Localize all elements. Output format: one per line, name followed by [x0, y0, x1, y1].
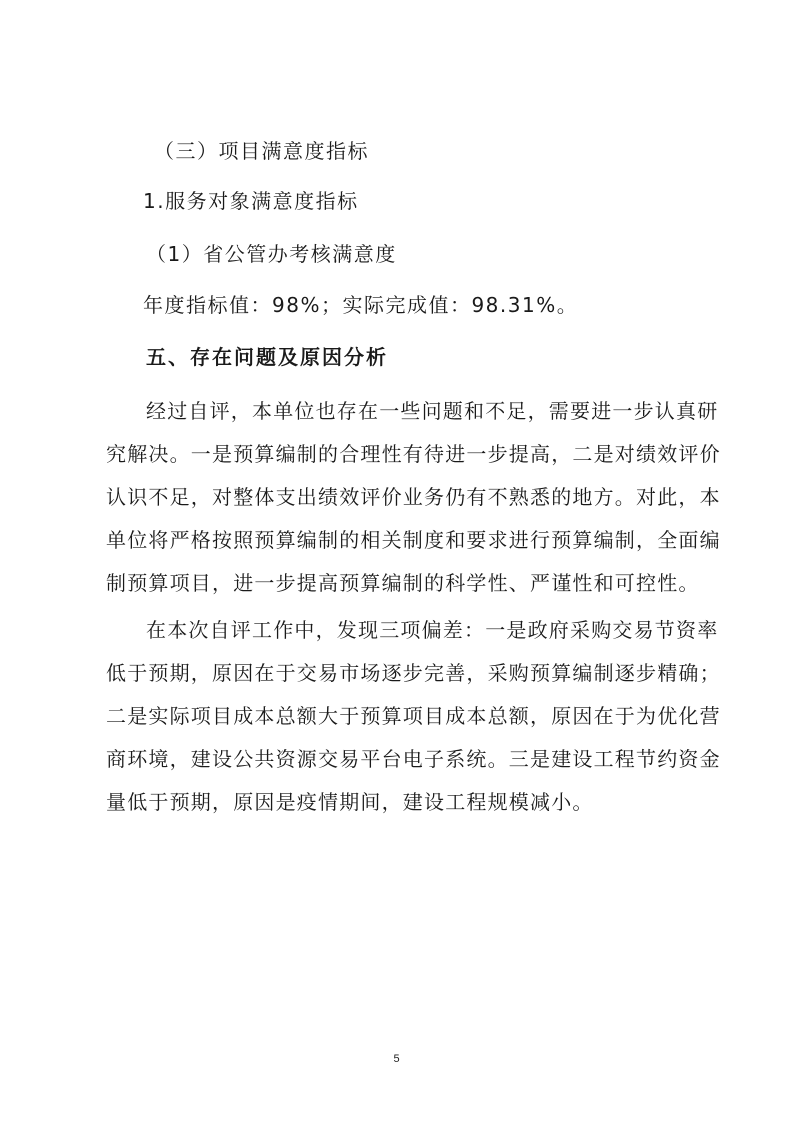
- section-3-heading: （三）项目满意度指标: [154, 139, 369, 163]
- item-1-heading: 1.服务对象满意度指标: [143, 189, 359, 213]
- paragraph-line: 商环境，建设公共资源交易平台电子系统。三是建设工程节约资金: [106, 747, 721, 771]
- page-number: 5: [393, 1053, 400, 1065]
- paragraph-problems: [106, 390, 721, 605]
- paragraph-line: 在本次自评工作中，发现三项偏差：一是政府采购交易节资率: [146, 618, 719, 642]
- paragraph-line: 经过自评，本单位也存在一些问题和不足，需要进一步认真研: [146, 399, 719, 423]
- paragraph-line: 制预算项目，进一步提高预算编制的科学性、严谨性和可控性。: [106, 571, 700, 595]
- indicator-values: 年度指标值：98%；实际完成值：98.31%。: [143, 293, 579, 317]
- paragraph-line: 单位将严格按照预算编制的相关制度和要求进行预算编制，全面编: [106, 528, 721, 552]
- paragraph-line: 认识不足，对整体支出绩效评价业务仍有不熟悉的地方。对此，本: [106, 485, 721, 509]
- item-1-1-heading: （1）省公管办考核满意度: [146, 242, 397, 266]
- section-5-heading: 五、存在问题及原因分析: [146, 345, 388, 369]
- paragraph-line: 量低于预期，原因是疫情期间，建设工程规模减小。: [106, 790, 594, 814]
- paragraph-line: 究解决。一是预算编制的合理性有待进一步提高，二是对绩效评价: [106, 442, 721, 466]
- paragraph-deviations: [106, 609, 721, 824]
- paragraph-line: 低于预期，原因在于交易市场逐步完善，采购预算编制逐步精确；: [106, 661, 721, 685]
- paragraph-line: 二是实际项目成本总额大于预算项目成本总额，原因在于为优化营: [106, 704, 721, 728]
